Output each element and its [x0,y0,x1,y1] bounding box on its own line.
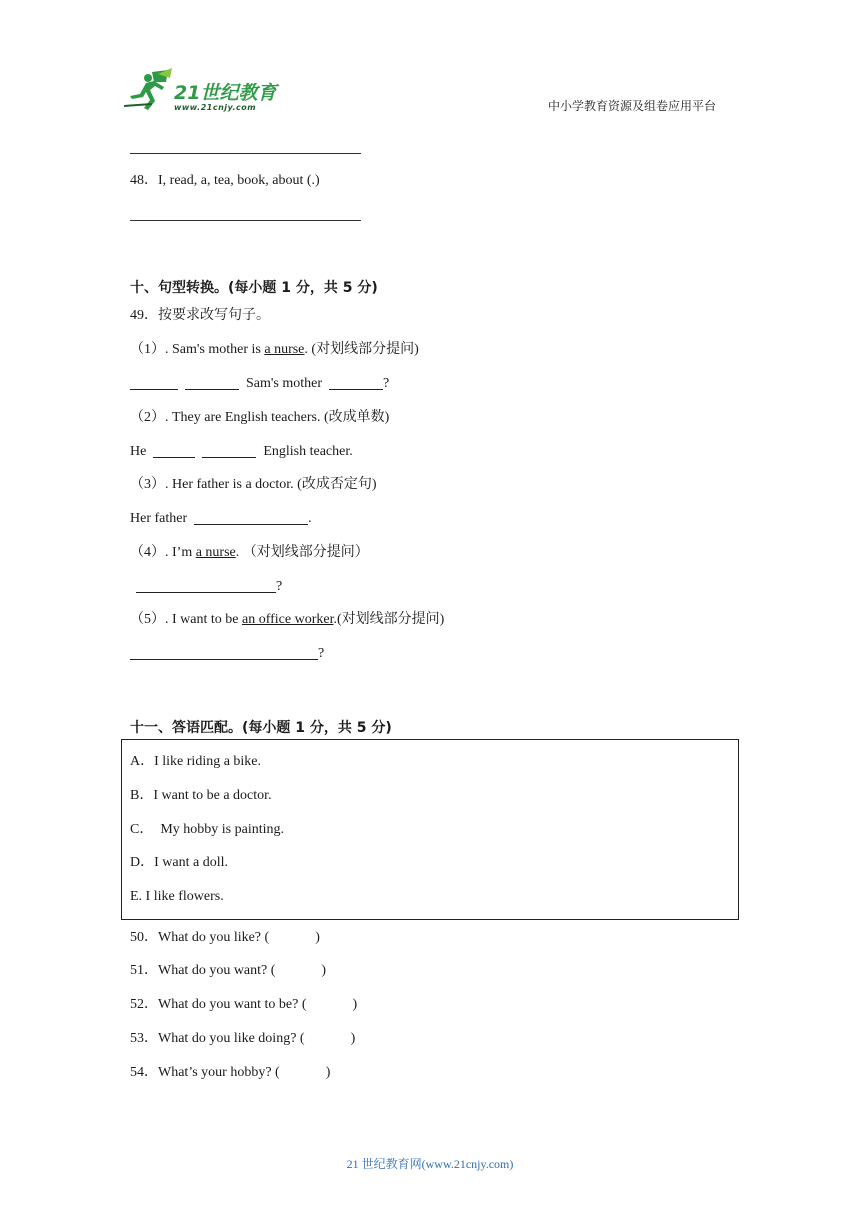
answer-1-text: Sam's mother [246,376,323,391]
item-1 [130,341,419,359]
question-54-text: 54．What’s your hobby? ( [130,1065,280,1080]
question-54-close: ) [325,1065,331,1080]
answer-1-blank-a[interactable] [130,375,178,390]
question-51-text: 51．What do you want? ( [130,963,276,978]
answer-1-blank-c[interactable] [329,375,383,390]
item-1-post: . (对划线部分提问) [304,342,419,357]
item-3-num: （3） [130,477,165,492]
item-1-pre: . Sam's mother is [165,342,265,357]
answer-line-47 [130,153,361,154]
question-53-text: 53．What do you like doing? ( [130,1031,305,1046]
item-5 [130,611,444,629]
section-11-heading: 十一、答语匹配。(每小题 1 分，共 5 分) [130,720,392,736]
option-d: D．I want a doll. [130,855,228,870]
item-4-post: . （对划线部分提问） [235,545,369,560]
question-48: 48．I, read, a, tea, book, about (.) [130,173,320,188]
answer-4-blank[interactable] [136,578,276,593]
logo-url: www.21cnjy.com [174,103,257,112]
item-2 [130,409,389,427]
item-5-pre: . I want to be [165,612,242,627]
site-logo [122,68,292,118]
answer-3 [130,510,312,528]
item-2-num: （2） [130,410,165,425]
runner-logo-icon [122,68,178,114]
item-5-underlined: an office worker [241,612,334,627]
answer-5-blank[interactable] [130,645,318,660]
answer-54-slot[interactable] [280,1065,326,1079]
answer-4 [136,578,282,596]
answer-2-start: He [130,444,147,459]
item-4-underlined: a nurse [195,545,236,560]
answer-53-slot[interactable] [305,1031,351,1045]
answer-3-blank[interactable] [194,510,308,525]
answer-2-blank-a[interactable] [153,443,195,458]
item-4-num: （4） [130,545,165,560]
answer-2-blank-b[interactable] [202,443,256,458]
question-50-close: ) [315,930,320,945]
options-box [121,739,739,920]
question-53 [130,1030,355,1048]
option-a: A．I like riding a bike. [130,754,262,769]
question-52 [130,996,357,1014]
answer-1 [130,375,389,393]
question-51 [130,962,326,980]
option-e: E. I like flowers. [130,889,224,904]
answer-2-end: English teacher. [263,444,353,459]
question-53-close: ) [350,1031,356,1046]
item-3 [130,476,377,494]
answer-50-slot[interactable] [269,930,315,944]
item-5-post: .(对划线部分提问) [333,612,445,627]
answer-4-end: ? [276,579,283,594]
item-3-text: . Her father is a doctor. (改成否定句) [165,477,377,492]
answer-line-48 [130,220,361,221]
item-5-num: （5） [130,612,165,627]
item-4 [130,544,369,562]
question-50 [130,929,320,947]
answer-5-end: ? [318,646,325,661]
option-c: C． My hobby is painting. [130,822,285,837]
question-49: 49．按要求改写句子。 [130,308,270,323]
footer-link[interactable]: 21 世纪教育网(www.21cnjy.com) [346,1157,514,1171]
item-2-text: . They are English teachers. (改成单数) [165,410,390,425]
answer-1-blank-b[interactable] [185,375,239,390]
item-1-underlined: a nurse [264,342,305,357]
item-1-num: （1） [130,342,165,357]
answer-2 [130,443,353,461]
question-52-close: ) [352,997,358,1012]
answer-52-slot[interactable] [307,997,353,1011]
question-50-text: 50．What do you like? ( [130,930,270,945]
question-54 [130,1064,330,1082]
answer-3-end: . [308,511,312,526]
answer-3-start: Her father [130,511,188,526]
header-tagline: 中小学教育资源及组卷应用平台 [548,99,717,113]
answer-1-end: ? [383,376,390,391]
question-51-close: ) [321,963,327,978]
answer-5 [130,645,324,663]
answer-51-slot[interactable] [275,963,321,977]
item-4-pre: . I’m [165,545,196,560]
logo-title: 21世纪教育 [174,82,277,104]
section-10-heading: 十、句型转换。(每小题 1 分，共 5 分) [130,280,378,296]
question-52-text: 52．What do you want to be? ( [130,997,307,1012]
option-b: B．I want to be a doctor. [130,788,272,803]
